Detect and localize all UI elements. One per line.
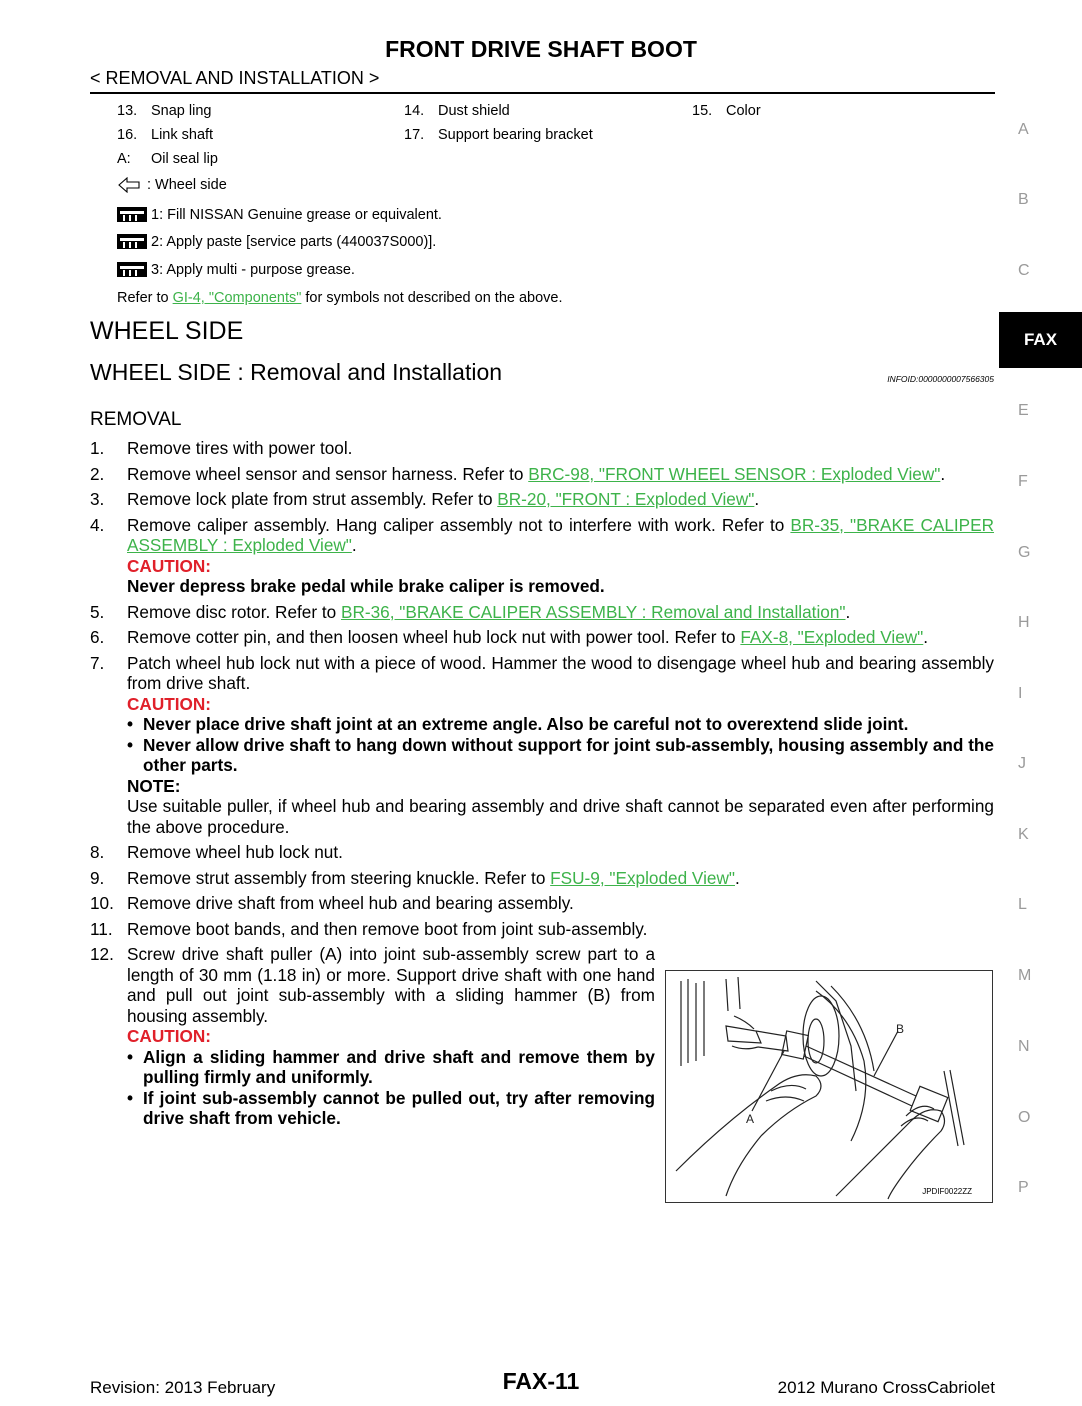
legend-num: 16. <box>117 127 138 143</box>
step-number: 6. <box>90 627 105 647</box>
revision-date: Revision: 2013 February <box>90 1378 276 1397</box>
legend-text: Oil seal lip <box>151 151 218 167</box>
step-text-pre: Remove wheel sensor and sensor harness. Refer to <box>127 463 529 484</box>
grease-icon <box>117 233 147 250</box>
step-2 <box>90 464 994 485</box>
step-text-pre: Remove cotter pin, and then loosen wheel hub lock nut with power tool. Refer to <box>127 627 741 647</box>
step-text-pre: Remove caliper assembly. Hang caliper assembly not to interfere with work. Refer to <box>127 514 791 535</box>
step-6 <box>90 627 994 648</box>
step-number: 2. <box>90 463 105 484</box>
caution-text: Never depress brake pedal while brake caliper is removed. <box>127 576 605 596</box>
step-text-post: . <box>845 601 851 622</box>
link-br-20[interactable]: BR-20, "FRONT : Exploded View" <box>497 489 755 509</box>
index-a[interactable]: A <box>1018 121 1029 138</box>
link-gi-4[interactable]: GI-4, "Components" <box>172 290 302 306</box>
bullet-text: If joint sub-assembly cannot be pulled out, try after removing drive shaft from vehicle. <box>143 1087 655 1128</box>
step-text-post: . <box>940 463 946 484</box>
legend-text: Snap ling <box>151 103 212 119</box>
legend-num: 14. <box>404 103 425 119</box>
link-fax-8[interactable]: FAX-8, "Exploded View" <box>740 627 924 647</box>
step-text: Remove tires with power tool. <box>127 438 353 458</box>
vehicle-model: 2012 Murano CrossCabriolet <box>777 1378 995 1397</box>
step-text: Remove wheel hub lock nut. <box>127 842 343 862</box>
grease-legend-2 <box>117 233 436 250</box>
step-text-pre: Remove lock plate from strut assembly. Refer to <box>127 489 498 509</box>
step-text-pre: Remove disc rotor. Refer to <box>127 601 341 622</box>
index-e[interactable]: E <box>1018 402 1029 419</box>
legend-item-16 <box>117 127 213 143</box>
index-f[interactable]: F <box>1018 473 1028 490</box>
index-g[interactable]: G <box>1018 544 1031 561</box>
caution-label: CAUTION: <box>127 693 212 714</box>
step-text <box>127 944 655 1129</box>
caution-bullet <box>127 735 994 776</box>
step-number: 4. <box>90 514 105 535</box>
illustration-drawing <box>666 971 991 1201</box>
grease-icon <box>117 261 147 278</box>
note-text: Use suitable puller, if wheel hub and bearing assembly and drive shaft cannot be separated even after performing the above procedure. <box>127 796 994 837</box>
index-m[interactable]: M <box>1018 967 1032 984</box>
step-number: 8. <box>90 842 105 862</box>
caution-bullet <box>127 1047 655 1088</box>
step-text-post: . <box>734 867 740 888</box>
index-p[interactable]: P <box>1018 1179 1029 1196</box>
bullet-mark: • <box>127 1046 134 1067</box>
step-number: 12. <box>90 944 114 964</box>
step-text <box>127 489 994 510</box>
legend-item-13 <box>117 103 211 119</box>
index-o[interactable]: O <box>1018 1109 1031 1126</box>
breadcrumb: < REMOVAL AND INSTALLATION > <box>90 68 380 88</box>
step-number: 11. <box>90 918 113 939</box>
step-text <box>127 627 994 648</box>
step-8 <box>90 842 994 863</box>
step-3 <box>90 489 994 510</box>
link-fsu-9[interactable]: FSU-9, "Exploded View" <box>550 867 735 888</box>
step-text-pre: Remove strut assembly from steering knuckle. Refer to <box>127 867 551 888</box>
wheel-side-text: : Wheel side <box>147 177 227 193</box>
index-c[interactable]: C <box>1018 262 1030 279</box>
index-n[interactable]: N <box>1018 1038 1030 1055</box>
legend-item-15 <box>692 103 761 119</box>
bullet-text: Align a sliding hammer and drive shaft and remove them by pulling firmly and uniformly. <box>143 1046 655 1087</box>
step-text-body: Screw drive shaft puller (A) into joint sub-assembly screw part to a length of 30 mm (1.18 in) or more. Support drive shaft with one hand and pull out joint sub-assembly with a sliding hammer (B) from housing assembly. <box>127 944 655 1026</box>
removal-illustration <box>665 970 993 1203</box>
link-brc-98[interactable]: BRC-98, "FRONT WHEEL SENSOR : Exploded View" <box>528 463 941 484</box>
step-text <box>127 868 994 889</box>
refer-note <box>117 290 563 306</box>
step-number: 5. <box>90 601 105 622</box>
step-number: 9. <box>90 867 105 888</box>
note-label: NOTE: <box>127 775 181 796</box>
step-text <box>127 653 994 838</box>
legend-num: 13. <box>117 103 138 119</box>
step-text <box>127 515 994 597</box>
legend-num: A: <box>117 151 131 167</box>
legend-item-a <box>117 151 218 167</box>
legend-item-17 <box>404 127 593 143</box>
grease-legend-text: 2: Apply paste [service parts (440037S000)]. <box>151 233 437 250</box>
step-10 <box>90 893 994 914</box>
caution-label: CAUTION: <box>127 555 212 576</box>
figure-id: JPDIF0022ZZ <box>922 1187 972 1196</box>
caution-bullet <box>127 714 994 735</box>
subsection-heading: WHEEL SIDE : Removal and Installation <box>90 359 503 385</box>
caution-label: CAUTION: <box>127 1026 212 1046</box>
legend-num: 15. <box>692 103 713 119</box>
step-1 <box>90 438 994 459</box>
grease-legend-3 <box>117 261 355 278</box>
index-b[interactable]: B <box>1018 191 1029 208</box>
index-h[interactable]: H <box>1018 614 1030 631</box>
bullet-text: Never place drive shaft joint at an extreme angle. Also be careful not to overextend slide joint. <box>143 714 909 734</box>
bullet-mark: • <box>127 714 134 734</box>
arrow-left-icon <box>117 177 147 193</box>
section-heading: WHEEL SIDE <box>90 317 244 345</box>
index-fax-active[interactable]: FAX <box>999 312 1082 368</box>
step-number: 7. <box>90 652 105 673</box>
callout-b: B <box>896 1022 905 1036</box>
step-7 <box>90 653 994 838</box>
legend-text: Dust shield <box>438 103 510 119</box>
refer-pre: Refer to <box>117 290 173 306</box>
grease-legend-1 <box>117 206 442 223</box>
step-text: Remove boot bands, and then remove boot from joint sub-assembly. <box>127 918 648 939</box>
legend-item-14 <box>404 103 510 119</box>
header-rule <box>90 92 995 94</box>
index-k[interactable]: K <box>1018 826 1029 843</box>
removal-heading: REMOVAL <box>90 409 182 430</box>
wheel-side-legend <box>117 177 227 193</box>
step-4 <box>90 515 994 597</box>
step-text-post: . <box>923 627 929 647</box>
legend-num: 17. <box>404 127 425 143</box>
bullet-mark: • <box>127 734 134 755</box>
step-number: 10. <box>90 893 114 913</box>
grease-legend-text: 3: Apply multi - purpose grease. <box>151 261 355 278</box>
step-11 <box>90 919 994 940</box>
step-text <box>127 602 994 623</box>
index-l[interactable]: L <box>1018 896 1027 913</box>
bullet-text: Never allow drive shaft to hang down without support for joint sub-assembly, housing assembly and the other parts. <box>143 734 994 775</box>
step-number: 1. <box>90 438 105 458</box>
index-j[interactable]: J <box>1018 755 1026 772</box>
step-number: 3. <box>90 489 105 509</box>
step-text-post: . <box>351 535 357 555</box>
grease-icon <box>117 206 147 223</box>
legend-text: Link shaft <box>151 127 214 143</box>
step-12 <box>90 944 655 1129</box>
step-9 <box>90 868 994 889</box>
info-id: INFOID:0000000007566305 <box>887 374 994 384</box>
legend-text: Support bearing bracket <box>438 127 593 143</box>
grease-legend-text: 1: Fill NISSAN Genuine grease or equivalent. <box>151 206 442 223</box>
caution-bullet <box>127 1088 655 1129</box>
bullet-mark: • <box>127 1087 134 1108</box>
refer-post: for symbols not described on the above. <box>301 290 563 306</box>
step-text <box>127 464 994 485</box>
step-5 <box>90 602 994 623</box>
step-text: Remove drive shaft from wheel hub and bearing assembly. <box>127 893 574 913</box>
legend-text: Color <box>726 103 761 119</box>
index-i[interactable]: I <box>1018 685 1023 702</box>
link-br-36[interactable]: BR-36, "BRAKE CALIPER ASSEMBLY : Removal and Installation" <box>340 601 846 622</box>
callout-a: A <box>746 1112 755 1126</box>
page-title: FRONT DRIVE SHAFT BOOT <box>385 36 697 62</box>
step-text-post: . <box>754 489 760 509</box>
page-number: FAX-11 <box>502 1368 580 1394</box>
link-br-35[interactable]: BR-35, "BRAKE CALIPER ASSEMBLY : Exploded View" <box>127 514 995 555</box>
step-text-body: Patch wheel hub lock nut with a piece of wood. Hammer the wood to disengage wheel hub and bearing assembly from drive shaft. <box>127 652 994 693</box>
